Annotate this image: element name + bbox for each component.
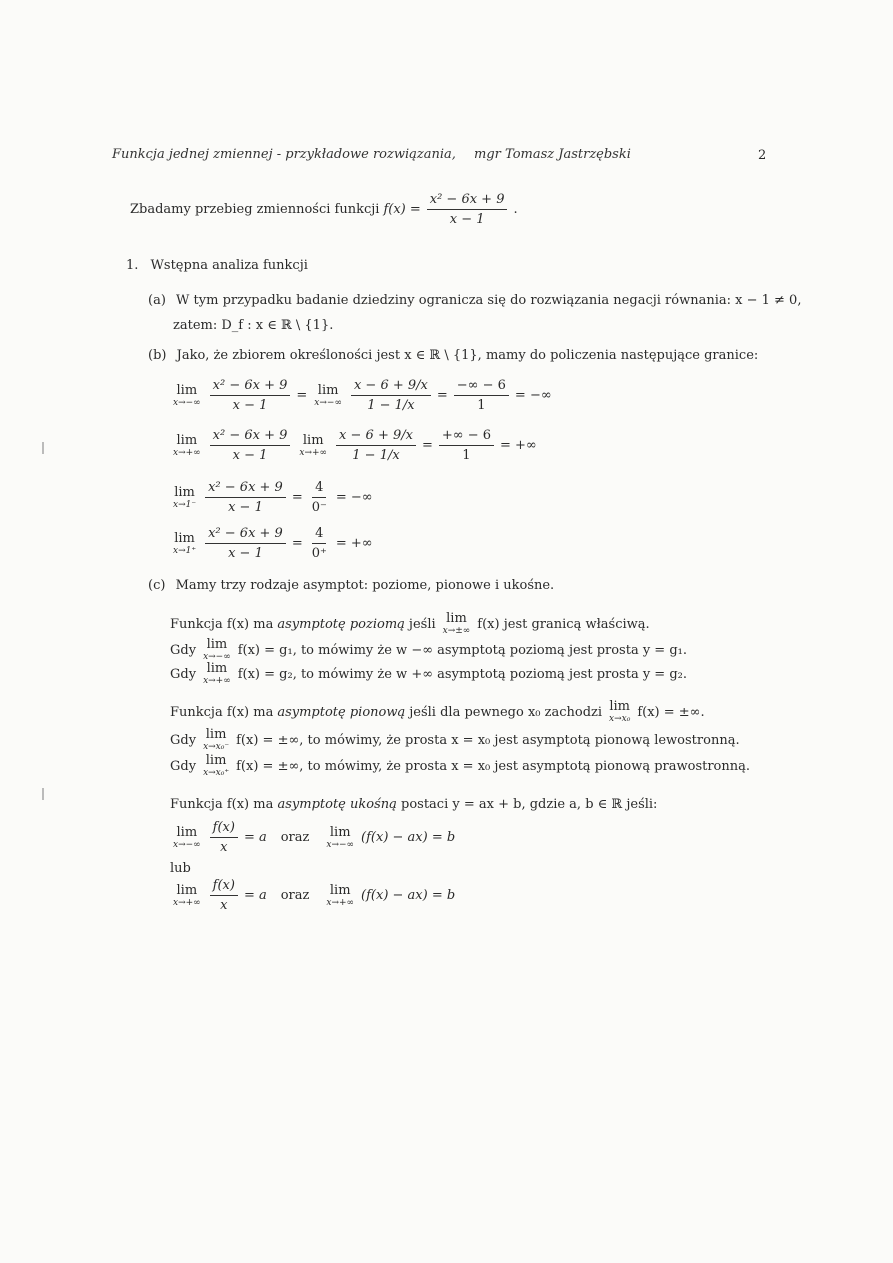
intro-den: x − 1 — [449, 212, 485, 227]
item-a — [148, 293, 801, 308]
intro-fraction — [427, 192, 508, 227]
limit-1-result: = −∞ — [514, 388, 552, 403]
page-number: 2 — [758, 148, 767, 163]
item-a-line2: zatem: D_f : x ∈ ℝ \ {1}. — [173, 318, 334, 333]
limit-3-result: = −∞ — [335, 490, 373, 505]
item-c-text: Mamy trzy rodzaje asymptot: poziome, pionowe i ukośne. — [175, 578, 555, 593]
item-c-label: (c) — [148, 578, 166, 593]
vertical-line-1: Funkcja f(x) ma asymptotę pionową jeśli dla pewnego x₀ zachodzi lim x→x₀ f(x) = ±∞. — [170, 699, 705, 724]
vertical-line-2: Gdy lim x→x₀⁻ f(x) = ±∞, to mówimy, że prosta x = x₀ jest asymptotą pionową lewostronną. — [170, 727, 740, 752]
item-c — [148, 578, 554, 593]
limit-row-3: lim x→1⁻ $\frac{\text{x² − 6x + 9}}{x - 1}$ = $\frac{4}{0^-}$ = −∞ — [173, 480, 373, 515]
horizontal-line-3: Gdy lim x→+∞ f(x) = g₂, to mówimy że w +∞ asymptotą poziomą jest prosta y = g₂. — [170, 661, 687, 686]
item-a-line1: W tym przypadku badanie dziedziny ogranicza się do rozwiązania negacji równania: x − 1 ≠ 0, — [176, 293, 802, 308]
horizontal-line-2: Gdy lim x→−∞ f(x) = g₁, to mówimy że w −∞ asymptotą poziomą jest prosta y = g₁. — [170, 637, 687, 662]
item-b — [148, 348, 758, 363]
section-1-heading — [126, 258, 308, 273]
oblique-line-1: Funkcja f(x) ma asymptotę ukośną postaci y = ax + b, gdzie a, b ∈ ℝ jeśli: — [170, 797, 658, 812]
item-b-label: (b) — [148, 348, 167, 363]
section-1-label: 1. — [126, 258, 139, 273]
section-1-title: Wstępna analiza funkcji — [150, 258, 308, 273]
term-vertical-asymptote: asymptotę pionową — [277, 704, 406, 720]
limit-4-result: = +∞ — [335, 536, 373, 551]
intro-line: Zbadamy przebieg zmienności funkcji f(x) = $\frac{\text{x² − 6x + 9}}{x - 1}$ . — [130, 192, 518, 227]
limit-2-result: = +∞ — [500, 438, 537, 453]
intro-num: x² − 6x + 9 — [427, 192, 508, 210]
oblique-or: lub — [170, 861, 191, 876]
header-author: mgr Tomasz Jastrzębski — [474, 147, 631, 162]
scan-mark — [42, 788, 44, 800]
limit-row-4: lim x→1⁺ $\frac{\text{x² − 6x + 9}}{x - 1}$ = $\frac{4}{0^+}$ = +∞ — [173, 526, 373, 561]
intro-text: Zbadamy przebieg zmienności funkcji — [130, 202, 380, 217]
running-header — [112, 147, 631, 162]
item-a-label: (a) — [148, 293, 166, 308]
scan-mark — [42, 442, 44, 454]
limit-row-1: lim x→−∞ $\frac{\text{x² − 6x + 9}}{x - 1}$ = lim x→−∞ $\frac{x - 6 + 9/x}{1 - 1/x}$ = $\frac{-\infty - 6}{1}$ = −∞ — [173, 378, 552, 413]
vertical-line-3: Gdy lim x→x₀⁺ f(x) = ±∞, to mówimy, że prosta x = x₀ jest asymptotą pionową prawostronną. — [170, 753, 751, 778]
limit-1-sub: x→−∞ — [173, 397, 201, 408]
term-oblique-asymptote: asymptotę ukośną — [277, 797, 397, 812]
header-title: Funkcja jednej zmiennej - przykładowe rozwiązania, — [112, 147, 456, 162]
item-b-text: Jako, że zbiorem określoności jest x ∈ ℝ \ {1}, mamy do policzenia następujące granice: — [176, 348, 759, 363]
limit-row-2: lim x→+∞ $\frac{\text{x² − 6x + 9}}{x - 1}$ lim x→+∞ $\frac{x - 6 + 9/x}{1 - 1/x}$ = $\frac{+\infty - 6}{1}$ = +∞ — [173, 428, 537, 463]
horizontal-line-1: Funkcja f(x) ma asymptotę poziomą jeśli lim x→±∞ f(x) jest granicą właściwą. — [170, 611, 650, 636]
intro-fx: f(x) = — [383, 202, 421, 217]
term-horizontal-asymptote: asymptotę poziomą — [277, 616, 405, 632]
oblique-row-1: lim x→−∞ $\frac{f(x)}{x}$ = a oraz lim x→−∞ (f(x) − ax) = b — [173, 820, 456, 855]
oblique-row-2: lim x→+∞ $\frac{f(x)}{x}$ = a oraz lim x→+∞ (f(x) − ax) = b — [173, 878, 456, 913]
